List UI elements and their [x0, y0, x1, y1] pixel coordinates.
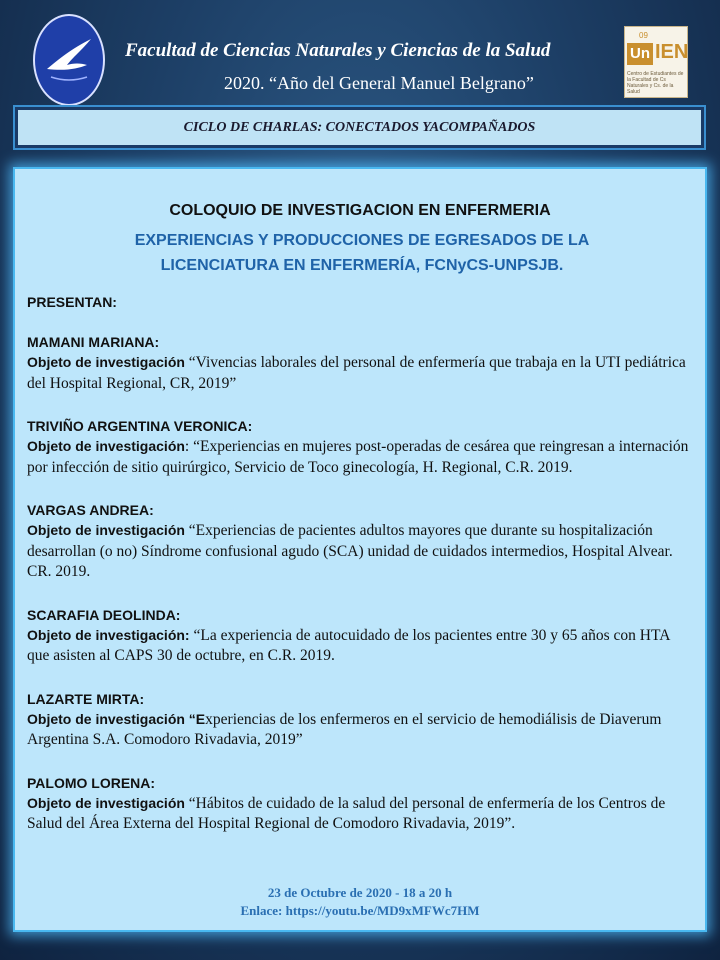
event-date: 23 de Octubre de 2020 - 18 a 20 h: [267, 885, 453, 900]
objective-text: “Experiencias de pacientes adultos mayores que durante su hospitalización desarrollan (o no) Síndrome confusional agudo (SCA) unidad de cuidados intermedios, Hospital Alvear. CR. 2019.: [27, 522, 673, 580]
presenter-name: LAZARTE MIRTA:: [27, 690, 145, 707]
event-footer: [15, 884, 705, 920]
albatross-logo-icon: [33, 14, 105, 106]
presenter-name: TRIVIÑO ARGENTINA VERONICA:: [27, 418, 253, 434]
list-item: [27, 773, 695, 835]
research-objective: [27, 520, 695, 583]
objective-label: Objeto de investigación: [27, 354, 185, 370]
presenter-name: MAMANI MARIANA:: [27, 334, 160, 350]
list-item: [27, 416, 695, 478]
objective-label: Objeto de investigación:: [27, 626, 190, 643]
list-item: [27, 689, 695, 751]
unien-logo-icon: [624, 26, 688, 98]
year-motto: 2020. “Año del General Manuel Belgrano”: [224, 73, 534, 93]
logo-ien-text: IEN: [655, 41, 689, 63]
presenters-label: PRESENTAN:: [27, 294, 117, 310]
subtitle-line-1: EXPERIENCIAS Y PRODUCCIONES DE EGRESADOS DE LA: [134, 232, 590, 249]
objective-text: : “Experiencias en mujeres post-operadas de cesárea que reingresan a internación por infección de sitio quirúrgico, Servicio de Toco ginecología, H. Regional, C.R. 2019.: [27, 438, 689, 476]
objective-text: xperiencias de los enfermeros en el servicio de hemodiálisis de Diaverum Argentina S.A. Comodoro Rivadavia, 2019”: [27, 710, 662, 748]
objective-text: “Hábitos de cuidado de la salud del personal de enfermería de los Centros de Salud del Área Externa del Hospital Regional de Comodoro Rivadavia, 2019”.: [27, 794, 666, 832]
objective-label: Objeto de investigación “E: [27, 710, 206, 727]
research-objective: [27, 793, 695, 835]
list-item: [27, 605, 695, 667]
event-subtitle: [55, 228, 669, 278]
objective-label: Objeto de investigación: [27, 522, 185, 538]
research-objective: [27, 352, 695, 394]
list-item: [27, 332, 695, 394]
objective-text: “Vivencias laborales del personal de enfermería que trabaja en la UTI pediátrica del Hospital Regional, CR, 2019”: [27, 354, 686, 392]
list-item: [27, 500, 695, 583]
presenter-name: VARGAS ANDREA:: [27, 502, 154, 518]
series-banner: [15, 107, 704, 148]
research-objective: [27, 709, 695, 751]
banner-text: CICLO DE CHARLAS: CONECTADOS YACOMPAÑADOS: [183, 119, 536, 135]
faculty-title: Facultad de Ciencias Naturales y Ciencias de la Salud: [125, 40, 551, 61]
event-card: [13, 167, 707, 932]
presenter-name: SCARAFIA DEOLINDA:: [27, 606, 181, 623]
presenter-name: PALOMO LORENA:: [27, 774, 156, 791]
event-link[interactable]: Enlace: https://youtu.be/MD9xMFWc7HM: [240, 903, 480, 918]
event-title: COLOQUIO DE INVESTIGACION EN ENFERMERIA: [169, 202, 551, 219]
subtitle-line-2: LICENCIATURA EN ENFERMERÍA, FCNyCS-UNPSJB.: [160, 257, 564, 274]
objective-label: Objeto de investigación: [27, 438, 185, 454]
research-objective: [27, 436, 695, 478]
presenter-list: [27, 332, 695, 857]
logo-number: 09: [639, 31, 648, 40]
objective-label: Objeto de investigación: [27, 794, 185, 811]
research-objective: [27, 625, 695, 667]
objective-text: “La experiencia de autocuidado de los pacientes entre 30 y 65 años con HTA que asisten al CAPS 30 de octubre, en C.R. 2019.: [27, 626, 670, 664]
logo-caption: Centro de Estudiantes de la Facultad de Cs Naturales y Cs. de la Salud: [627, 71, 684, 95]
logo-un-text: Un: [627, 43, 653, 65]
